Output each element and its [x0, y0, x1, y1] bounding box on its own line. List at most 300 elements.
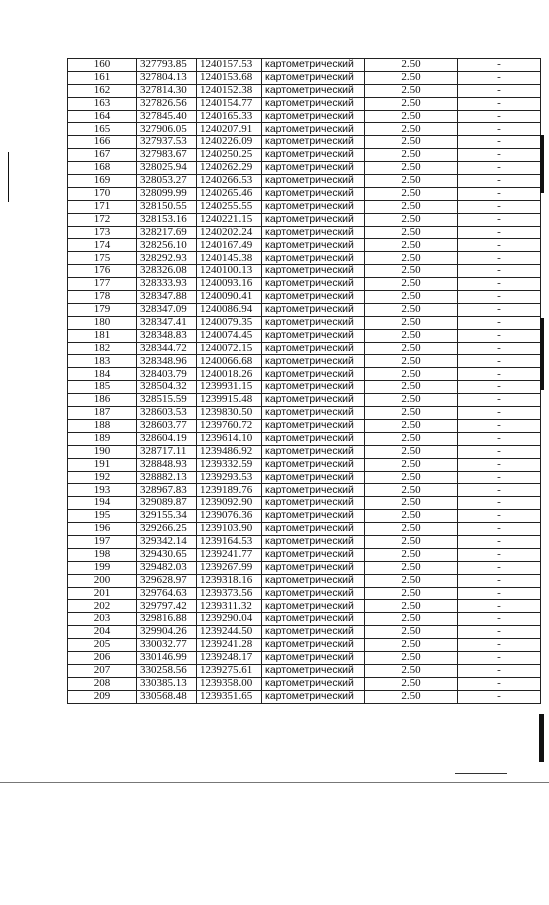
- table-row: [68, 84, 541, 97]
- y-coordinate-cell: 1239241.28: [197, 639, 262, 652]
- point-number-cell: 172: [68, 213, 137, 226]
- description-cell: -: [458, 368, 541, 381]
- accuracy-cell: 2.50: [365, 368, 458, 381]
- point-number-cell: 186: [68, 394, 137, 407]
- y-coordinate-cell: 1240072.15: [197, 342, 262, 355]
- method-cell: картометрический: [262, 613, 365, 626]
- x-coordinate-cell: 328348.96: [137, 355, 197, 368]
- method-cell: картометрический: [262, 445, 365, 458]
- description-cell: -: [458, 484, 541, 497]
- y-coordinate-cell: 1240093.16: [197, 278, 262, 291]
- y-coordinate-cell: 1239076.36: [197, 510, 262, 523]
- method-cell: картометрический: [262, 136, 365, 149]
- table-row: [68, 677, 541, 690]
- method-cell: картометрический: [262, 252, 365, 265]
- y-coordinate-cell: 1240165.33: [197, 110, 262, 123]
- accuracy-cell: 2.50: [365, 355, 458, 368]
- point-number-cell: 188: [68, 419, 137, 432]
- x-coordinate-cell: 330385.13: [137, 677, 197, 690]
- accuracy-cell: 2.50: [365, 664, 458, 677]
- table-row: [68, 587, 541, 600]
- x-coordinate-cell: 327814.30: [137, 84, 197, 97]
- table-row: [68, 213, 541, 226]
- y-coordinate-cell: 1239486.92: [197, 445, 262, 458]
- y-coordinate-cell: 1239248.17: [197, 651, 262, 664]
- table-row: [68, 419, 541, 432]
- x-coordinate-cell: 327937.53: [137, 136, 197, 149]
- method-cell: картометрический: [262, 329, 365, 342]
- description-cell: -: [458, 213, 541, 226]
- y-coordinate-cell: 1240207.91: [197, 123, 262, 136]
- x-coordinate-cell: 328053.27: [137, 175, 197, 188]
- table-row: [68, 523, 541, 536]
- accuracy-cell: 2.50: [365, 278, 458, 291]
- accuracy-cell: 2.50: [365, 626, 458, 639]
- point-number-cell: 183: [68, 355, 137, 368]
- method-cell: картометрический: [262, 278, 365, 291]
- point-number-cell: 180: [68, 316, 137, 329]
- accuracy-cell: 2.50: [365, 510, 458, 523]
- accuracy-cell: 2.50: [365, 484, 458, 497]
- description-cell: -: [458, 432, 541, 445]
- y-coordinate-cell: 1240255.55: [197, 200, 262, 213]
- accuracy-cell: 2.50: [365, 381, 458, 394]
- accuracy-cell: 2.50: [365, 316, 458, 329]
- table-row: [68, 110, 541, 123]
- description-cell: -: [458, 239, 541, 252]
- point-number-cell: 197: [68, 535, 137, 548]
- method-cell: картометрический: [262, 84, 365, 97]
- description-cell: -: [458, 355, 541, 368]
- description-cell: -: [458, 329, 541, 342]
- method-cell: картометрический: [262, 381, 365, 394]
- point-number-cell: 208: [68, 677, 137, 690]
- method-cell: картометрический: [262, 239, 365, 252]
- scan-mark-right-middle: [540, 318, 544, 390]
- description-cell: -: [458, 458, 541, 471]
- table-row: [68, 226, 541, 239]
- y-coordinate-cell: 1240202.24: [197, 226, 262, 239]
- description-cell: -: [458, 690, 541, 703]
- x-coordinate-cell: 329266.25: [137, 523, 197, 536]
- table-row: [68, 445, 541, 458]
- method-cell: картометрический: [262, 600, 365, 613]
- description-cell: -: [458, 303, 541, 316]
- description-cell: -: [458, 187, 541, 200]
- description-cell: -: [458, 407, 541, 420]
- x-coordinate-cell: 327826.56: [137, 97, 197, 110]
- table-row: [68, 175, 541, 188]
- y-coordinate-cell: 1239318.16: [197, 574, 262, 587]
- y-coordinate-cell: 1240090.41: [197, 291, 262, 304]
- description-cell: -: [458, 587, 541, 600]
- x-coordinate-cell: 328344.72: [137, 342, 197, 355]
- description-cell: -: [458, 200, 541, 213]
- y-coordinate-cell: 1239311.32: [197, 600, 262, 613]
- description-cell: -: [458, 381, 541, 394]
- method-cell: картометрический: [262, 394, 365, 407]
- x-coordinate-cell: 328515.59: [137, 394, 197, 407]
- description-cell: -: [458, 677, 541, 690]
- description-cell: -: [458, 548, 541, 561]
- table-row: [68, 394, 541, 407]
- method-cell: картометрический: [262, 162, 365, 175]
- accuracy-cell: 2.50: [365, 59, 458, 72]
- table-row: [68, 265, 541, 278]
- x-coordinate-cell: 328347.09: [137, 303, 197, 316]
- point-number-cell: 199: [68, 561, 137, 574]
- table-row: [68, 510, 541, 523]
- description-cell: -: [458, 71, 541, 84]
- description-cell: -: [458, 651, 541, 664]
- y-coordinate-cell: 1239931.15: [197, 381, 262, 394]
- y-coordinate-cell: 1239290.04: [197, 613, 262, 626]
- x-coordinate-cell: 328848.93: [137, 458, 197, 471]
- method-cell: картометрический: [262, 368, 365, 381]
- method-cell: картометрический: [262, 548, 365, 561]
- point-number-cell: 189: [68, 432, 137, 445]
- table-row: [68, 355, 541, 368]
- table-row: [68, 329, 541, 342]
- point-number-cell: 179: [68, 303, 137, 316]
- accuracy-cell: 2.50: [365, 110, 458, 123]
- x-coordinate-cell: 328348.83: [137, 329, 197, 342]
- point-number-cell: 193: [68, 484, 137, 497]
- x-coordinate-cell: 328604.19: [137, 432, 197, 445]
- table-row: [68, 381, 541, 394]
- method-cell: картометрический: [262, 71, 365, 84]
- method-cell: картометрический: [262, 110, 365, 123]
- point-number-cell: 201: [68, 587, 137, 600]
- description-cell: -: [458, 226, 541, 239]
- y-coordinate-cell: 1240266.53: [197, 175, 262, 188]
- y-coordinate-cell: 1239293.53: [197, 471, 262, 484]
- point-number-cell: 191: [68, 458, 137, 471]
- accuracy-cell: 2.50: [365, 97, 458, 110]
- description-cell: -: [458, 510, 541, 523]
- table-row: [68, 651, 541, 664]
- x-coordinate-cell: 329797.42: [137, 600, 197, 613]
- point-number-cell: 185: [68, 381, 137, 394]
- accuracy-cell: 2.50: [365, 303, 458, 316]
- accuracy-cell: 2.50: [365, 535, 458, 548]
- x-coordinate-cell: 330032.77: [137, 639, 197, 652]
- method-cell: картометрический: [262, 291, 365, 304]
- y-coordinate-cell: 1239241.77: [197, 548, 262, 561]
- table-row: [68, 497, 541, 510]
- accuracy-cell: 2.50: [365, 265, 458, 278]
- description-cell: -: [458, 561, 541, 574]
- table-row: [68, 548, 541, 561]
- point-number-cell: 171: [68, 200, 137, 213]
- description-cell: -: [458, 600, 541, 613]
- accuracy-cell: 2.50: [365, 432, 458, 445]
- table-row: [68, 200, 541, 213]
- point-number-cell: 204: [68, 626, 137, 639]
- description-cell: -: [458, 59, 541, 72]
- y-coordinate-cell: 1239760.72: [197, 419, 262, 432]
- x-coordinate-cell: 328603.77: [137, 419, 197, 432]
- table-row: [68, 613, 541, 626]
- y-coordinate-cell: 1239164.53: [197, 535, 262, 548]
- table-row: [68, 535, 541, 548]
- x-coordinate-cell: 328403.79: [137, 368, 197, 381]
- point-number-cell: 198: [68, 548, 137, 561]
- point-number-cell: 190: [68, 445, 137, 458]
- method-cell: картометрический: [262, 523, 365, 536]
- table-row: [68, 149, 541, 162]
- scan-mark-right-bottom: [539, 714, 544, 762]
- y-coordinate-cell: 1239275.61: [197, 664, 262, 677]
- description-cell: -: [458, 162, 541, 175]
- accuracy-cell: 2.50: [365, 548, 458, 561]
- description-cell: -: [458, 613, 541, 626]
- point-number-cell: 202: [68, 600, 137, 613]
- method-cell: картометрический: [262, 342, 365, 355]
- table-row: [68, 59, 541, 72]
- y-coordinate-cell: 1240226.09: [197, 136, 262, 149]
- table-row: [68, 252, 541, 265]
- accuracy-cell: 2.50: [365, 587, 458, 600]
- description-cell: -: [458, 278, 541, 291]
- x-coordinate-cell: 328967.83: [137, 484, 197, 497]
- description-cell: -: [458, 626, 541, 639]
- point-number-cell: 176: [68, 265, 137, 278]
- y-coordinate-cell: 1240154.77: [197, 97, 262, 110]
- description-cell: -: [458, 535, 541, 548]
- method-cell: картометрический: [262, 458, 365, 471]
- x-coordinate-cell: 330258.56: [137, 664, 197, 677]
- point-number-cell: 174: [68, 239, 137, 252]
- method-cell: картометрический: [262, 484, 365, 497]
- y-coordinate-cell: 1240167.49: [197, 239, 262, 252]
- accuracy-cell: 2.50: [365, 690, 458, 703]
- description-cell: -: [458, 445, 541, 458]
- point-number-cell: 173: [68, 226, 137, 239]
- table-row: [68, 471, 541, 484]
- description-cell: -: [458, 265, 541, 278]
- table-row: [68, 123, 541, 136]
- y-coordinate-cell: 1240157.53: [197, 59, 262, 72]
- point-number-cell: 175: [68, 252, 137, 265]
- description-cell: -: [458, 664, 541, 677]
- y-coordinate-cell: 1240074.45: [197, 329, 262, 342]
- accuracy-cell: 2.50: [365, 419, 458, 432]
- method-cell: картометрический: [262, 587, 365, 600]
- point-number-cell: 164: [68, 110, 137, 123]
- y-coordinate-cell: 1239189.76: [197, 484, 262, 497]
- x-coordinate-cell: 328217.69: [137, 226, 197, 239]
- method-cell: картометрический: [262, 316, 365, 329]
- x-coordinate-cell: 328150.55: [137, 200, 197, 213]
- accuracy-cell: 2.50: [365, 213, 458, 226]
- accuracy-cell: 2.50: [365, 329, 458, 342]
- description-cell: -: [458, 123, 541, 136]
- method-cell: картометрический: [262, 419, 365, 432]
- table-row: [68, 291, 541, 304]
- table-row: [68, 407, 541, 420]
- accuracy-cell: 2.50: [365, 200, 458, 213]
- point-number-cell: 203: [68, 613, 137, 626]
- signature-line: [455, 773, 507, 774]
- accuracy-cell: 2.50: [365, 407, 458, 420]
- table-row: [68, 626, 541, 639]
- description-cell: -: [458, 97, 541, 110]
- x-coordinate-cell: 328347.41: [137, 316, 197, 329]
- y-coordinate-cell: 1240262.29: [197, 162, 262, 175]
- x-coordinate-cell: 328099.99: [137, 187, 197, 200]
- x-coordinate-cell: 329155.34: [137, 510, 197, 523]
- x-coordinate-cell: 327845.40: [137, 110, 197, 123]
- x-coordinate-cell: 329904.26: [137, 626, 197, 639]
- accuracy-cell: 2.50: [365, 458, 458, 471]
- table-row: [68, 97, 541, 110]
- method-cell: картометрический: [262, 497, 365, 510]
- method-cell: картометрический: [262, 175, 365, 188]
- method-cell: картометрический: [262, 432, 365, 445]
- point-number-cell: 163: [68, 97, 137, 110]
- description-cell: -: [458, 84, 541, 97]
- description-cell: -: [458, 394, 541, 407]
- point-number-cell: 162: [68, 84, 137, 97]
- method-cell: картометрический: [262, 123, 365, 136]
- point-number-cell: 160: [68, 59, 137, 72]
- accuracy-cell: 2.50: [365, 497, 458, 510]
- method-cell: картометрический: [262, 407, 365, 420]
- point-number-cell: 165: [68, 123, 137, 136]
- accuracy-cell: 2.50: [365, 291, 458, 304]
- y-coordinate-cell: 1240152.38: [197, 84, 262, 97]
- point-number-cell: 207: [68, 664, 137, 677]
- y-coordinate-cell: 1240153.68: [197, 71, 262, 84]
- y-coordinate-cell: 1239351.65: [197, 690, 262, 703]
- accuracy-cell: 2.50: [365, 523, 458, 536]
- x-coordinate-cell: 328347.88: [137, 291, 197, 304]
- method-cell: картометрический: [262, 355, 365, 368]
- description-cell: -: [458, 639, 541, 652]
- point-number-cell: 195: [68, 510, 137, 523]
- y-coordinate-cell: 1240221.15: [197, 213, 262, 226]
- y-coordinate-cell: 1240079.35: [197, 316, 262, 329]
- table-row: [68, 690, 541, 703]
- point-number-cell: 161: [68, 71, 137, 84]
- description-cell: -: [458, 497, 541, 510]
- table-row: [68, 368, 541, 381]
- method-cell: картометрический: [262, 664, 365, 677]
- point-number-cell: 194: [68, 497, 137, 510]
- y-coordinate-cell: 1240145.38: [197, 252, 262, 265]
- accuracy-cell: 2.50: [365, 574, 458, 587]
- y-coordinate-cell: 1240250.25: [197, 149, 262, 162]
- description-cell: -: [458, 291, 541, 304]
- x-coordinate-cell: 328153.16: [137, 213, 197, 226]
- table-row: [68, 71, 541, 84]
- y-coordinate-cell: 1240086.94: [197, 303, 262, 316]
- point-number-cell: 181: [68, 329, 137, 342]
- y-coordinate-cell: 1239614.10: [197, 432, 262, 445]
- description-cell: -: [458, 342, 541, 355]
- point-number-cell: 184: [68, 368, 137, 381]
- table-row: [68, 484, 541, 497]
- accuracy-cell: 2.50: [365, 561, 458, 574]
- y-coordinate-cell: 1239830.50: [197, 407, 262, 420]
- x-coordinate-cell: 327983.67: [137, 149, 197, 162]
- accuracy-cell: 2.50: [365, 71, 458, 84]
- point-number-cell: 209: [68, 690, 137, 703]
- y-coordinate-cell: 1239244.50: [197, 626, 262, 639]
- x-coordinate-cell: 329089.87: [137, 497, 197, 510]
- table-row: [68, 639, 541, 652]
- x-coordinate-cell: 330146.99: [137, 651, 197, 664]
- method-cell: картометрический: [262, 187, 365, 200]
- description-cell: -: [458, 574, 541, 587]
- x-coordinate-cell: 327906.05: [137, 123, 197, 136]
- table-row: [68, 600, 541, 613]
- point-number-cell: 170: [68, 187, 137, 200]
- coordinates-table: [67, 58, 541, 704]
- accuracy-cell: 2.50: [365, 252, 458, 265]
- accuracy-cell: 2.50: [365, 226, 458, 239]
- method-cell: картометрический: [262, 200, 365, 213]
- method-cell: картометрический: [262, 303, 365, 316]
- table-row: [68, 458, 541, 471]
- coordinates-table-body: [68, 59, 541, 704]
- x-coordinate-cell: 328326.08: [137, 265, 197, 278]
- table-row: [68, 239, 541, 252]
- accuracy-cell: 2.50: [365, 175, 458, 188]
- point-number-cell: 192: [68, 471, 137, 484]
- table-row: [68, 187, 541, 200]
- description-cell: -: [458, 110, 541, 123]
- x-coordinate-cell: 327793.85: [137, 59, 197, 72]
- method-cell: картометрический: [262, 59, 365, 72]
- point-number-cell: 169: [68, 175, 137, 188]
- point-number-cell: 200: [68, 574, 137, 587]
- accuracy-cell: 2.50: [365, 471, 458, 484]
- x-coordinate-cell: 329342.14: [137, 535, 197, 548]
- accuracy-cell: 2.50: [365, 239, 458, 252]
- accuracy-cell: 2.50: [365, 677, 458, 690]
- y-coordinate-cell: 1240265.46: [197, 187, 262, 200]
- point-number-cell: 166: [68, 136, 137, 149]
- accuracy-cell: 2.50: [365, 342, 458, 355]
- y-coordinate-cell: 1240066.68: [197, 355, 262, 368]
- table-row: [68, 316, 541, 329]
- description-cell: -: [458, 419, 541, 432]
- method-cell: картометрический: [262, 510, 365, 523]
- x-coordinate-cell: 328256.10: [137, 239, 197, 252]
- method-cell: картометрический: [262, 626, 365, 639]
- y-coordinate-cell: 1239267.99: [197, 561, 262, 574]
- method-cell: картометрический: [262, 149, 365, 162]
- x-coordinate-cell: 329628.97: [137, 574, 197, 587]
- x-coordinate-cell: 328603.53: [137, 407, 197, 420]
- table-row: [68, 432, 541, 445]
- table-row: [68, 303, 541, 316]
- table-row: [68, 162, 541, 175]
- y-coordinate-cell: 1239358.00: [197, 677, 262, 690]
- method-cell: картометрический: [262, 651, 365, 664]
- method-cell: картометрический: [262, 226, 365, 239]
- point-number-cell: 178: [68, 291, 137, 304]
- point-number-cell: 168: [68, 162, 137, 175]
- accuracy-cell: 2.50: [365, 651, 458, 664]
- point-number-cell: 206: [68, 651, 137, 664]
- x-coordinate-cell: 328292.93: [137, 252, 197, 265]
- y-coordinate-cell: 1240018.26: [197, 368, 262, 381]
- description-cell: -: [458, 471, 541, 484]
- x-coordinate-cell: 328882.13: [137, 471, 197, 484]
